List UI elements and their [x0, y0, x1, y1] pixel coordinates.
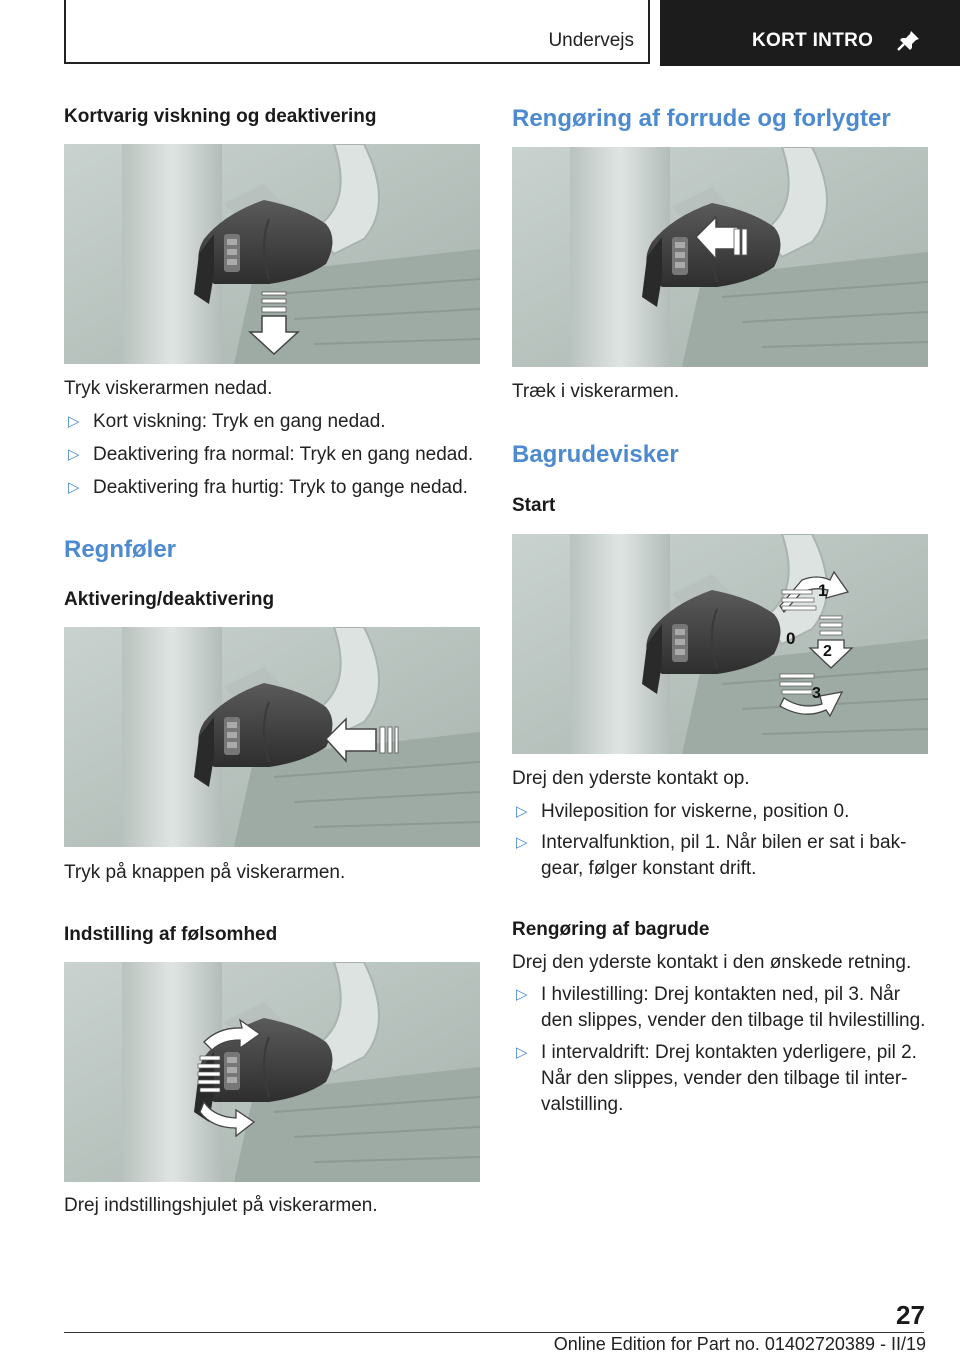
- figure-wiper-button-press: [64, 627, 480, 847]
- triangle-bullet-icon: ▷: [516, 834, 528, 851]
- heading-activation: Aktivering/deaktivering: [64, 589, 275, 610]
- triangle-bullet-icon: ▷: [516, 1044, 528, 1061]
- heading-short-wipe: Kortvarig viskning og deaktivering: [64, 106, 377, 127]
- list-item: ▷ I intervaldrift: Drej kontakten yderligere, pil 2. Når den slippes, vender den tilbage til inter- valstilling.: [516, 1042, 917, 1115]
- list-item: ▷ Hvileposition for viskerne, position 0.: [512, 799, 928, 825]
- figure-rear-wiper-positions: [512, 534, 928, 754]
- heading-rear-wash: Rengøring af bagrude: [512, 919, 710, 940]
- label-3: 3: [812, 685, 821, 702]
- label-2: 2: [823, 643, 832, 660]
- text-press-down: Tryk viskerarmen nedad.: [64, 378, 273, 399]
- list-item: ▷ Intervalfunktion, pil 1. Når bilen er sat i bak- gear, følger konstant drift.: [516, 832, 907, 879]
- triangle-bullet-icon: ▷: [68, 479, 80, 496]
- heading-start: Start: [512, 495, 556, 516]
- footer-divider: [64, 1332, 924, 1333]
- text-turn-wheel: Drej indstillingshjulet på viskerarmen.: [64, 1195, 378, 1216]
- pin-icon: [896, 28, 922, 54]
- section-heading-wash: Rengøring af forrude og forlygter: [512, 105, 891, 132]
- figure-sensitivity-wheel: [64, 962, 480, 1182]
- label-1: 1: [818, 581, 828, 600]
- label-0: 0: [786, 629, 796, 648]
- footer-text: Online Edition for Part no. 01402720389 - II/19: [553, 1334, 926, 1354]
- section-tab: [64, 0, 650, 64]
- list-item: ▷ I hvilestilling: Drej kontakten ned, pil 3. Når den slippes, vender den tilbage til hvilestilling.: [516, 984, 926, 1031]
- text-press-button: Tryk på knappen på viskerarmen.: [64, 862, 346, 883]
- chapter-title: KORT INTRO: [752, 30, 874, 51]
- list-item: ▷ Deaktivering fra hurtig: Tryk to gange nedad.: [64, 475, 480, 501]
- text-pull-stalk: Træk i viskerarmen.: [512, 381, 680, 402]
- triangle-bullet-icon: ▷: [68, 446, 80, 463]
- section-heading-rear-wiper: Bagrudevisker: [512, 441, 679, 468]
- text-turn-desired: Drej den yderste kontakt i den ønskede retning.: [512, 952, 912, 973]
- triangle-bullet-icon: ▷: [516, 986, 528, 1003]
- heading-sensitivity: Indstilling af følsomhed: [64, 924, 278, 945]
- text-turn-outer-up: Drej den yderste kontakt op.: [512, 768, 750, 789]
- figure-wiper-pull: [512, 147, 928, 367]
- section-heading-rain-sensor: Regnføler: [64, 536, 177, 563]
- page-number: 27: [896, 1300, 925, 1330]
- triangle-bullet-icon: ▷: [68, 413, 80, 430]
- list-item: ▷ Deaktivering fra normal: Tryk en gang nedad.: [64, 442, 480, 468]
- figure-wiper-stalk-down: [64, 144, 480, 364]
- page-header: [0, 0, 960, 66]
- triangle-bullet-icon: ▷: [516, 803, 528, 820]
- section-title: Undervejs: [548, 30, 634, 51]
- list-item: ▷ Kort viskning: Tryk en gang nedad.: [64, 409, 480, 435]
